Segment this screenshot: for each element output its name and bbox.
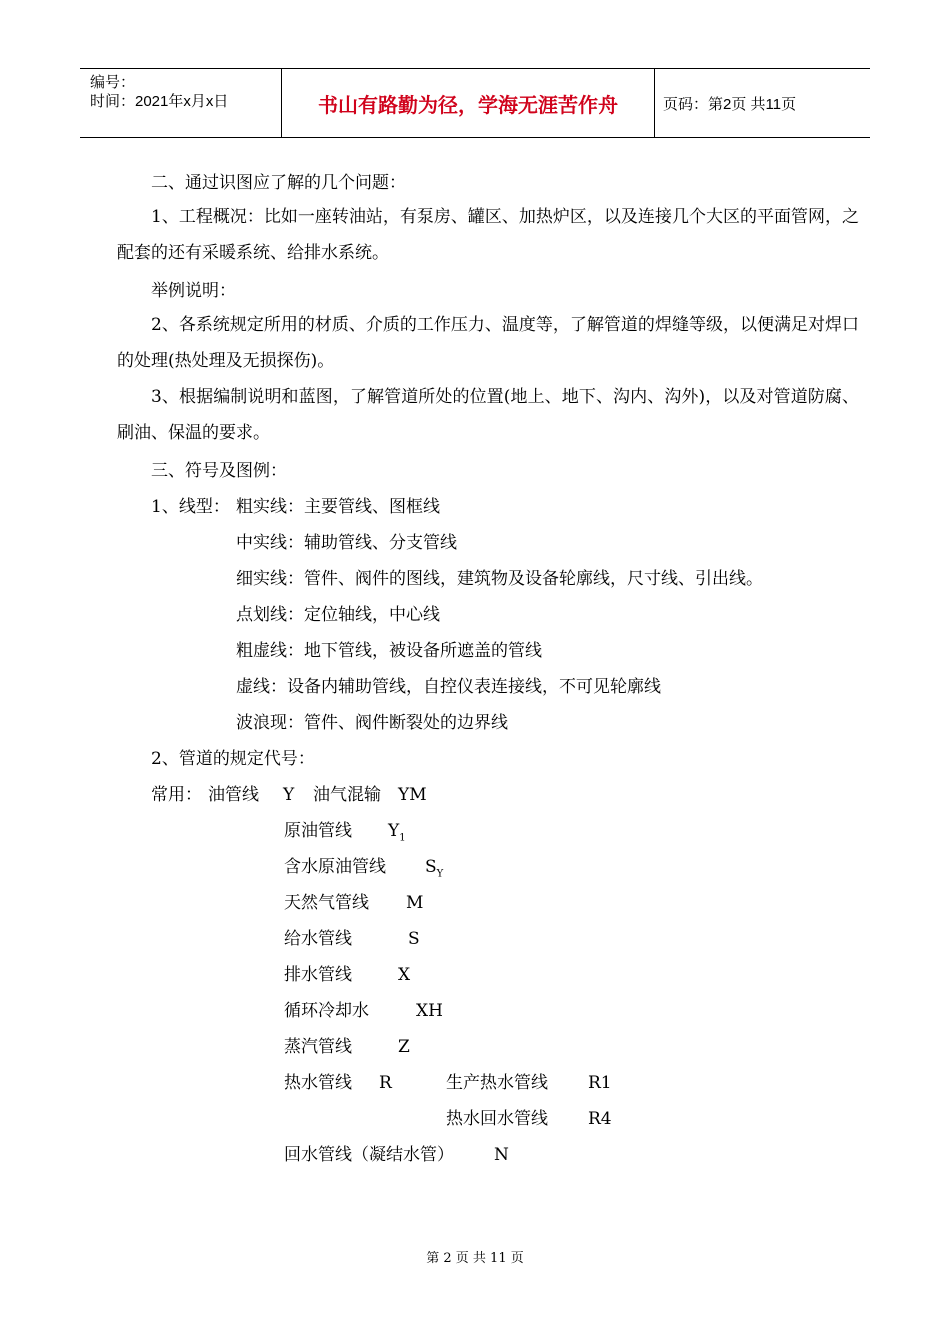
code-prod-hot: R1 [588, 1073, 612, 1093]
linetype-row [236, 712, 508, 734]
code-drain: X [398, 965, 411, 985]
code-mix: YM [398, 785, 427, 805]
paragraph-materials: 2、各系统规定所用的材质、介质的工作压力、温度等，了解管道的焊缝等级，以便满足对焊口的处理(热处理及无损探伤)。 [117, 315, 859, 371]
code-hot: R [379, 1073, 392, 1093]
section-heading-3: 三、符号及图例： [151, 461, 287, 481]
page-header [80, 68, 870, 138]
code-name-steam: 蒸汽管线 [284, 1037, 352, 1057]
code-name-cooling: 循环冷却水 [284, 1001, 369, 1021]
code-name-prod-hot: 生产热水管线 [446, 1073, 548, 1093]
linetype-desc: 地下管线，被设备所遮盖的管线 [304, 641, 542, 661]
doc-date-label: 时间：2021年x月x日 [90, 93, 229, 110]
linetype-row [236, 532, 457, 554]
linetype-row [236, 568, 763, 590]
linetype-title: 1、线型： [151, 497, 230, 517]
code-name-water-crude: 含水原油管线 [284, 857, 386, 877]
paragraph-location: 3、根据编制说明和蓝图，了解管道所处的位置(地上、地下、沟内、沟外)，以及对管道防腐、刷油、保温的要求。 [117, 387, 859, 443]
linetype-name: 细实线： [236, 569, 304, 589]
code-name-hot-return: 热水回水管线 [446, 1109, 548, 1129]
linetype-name: 中实线： [236, 533, 304, 553]
section-heading-2: 二、通过识图应了解的几个问题： [151, 173, 406, 193]
code-name-oil: 油管线 [208, 785, 259, 805]
code-cooling: XH [416, 1001, 443, 1021]
code-oil: Y [283, 785, 295, 805]
linetype-name: 波浪现： [236, 713, 304, 733]
linetype-desc: 定位轴线，中心线 [304, 605, 440, 625]
linetype-desc: 设备内辅助管线，自控仪表连接线，不可见轮廓线 [287, 677, 661, 697]
linetype-row [236, 604, 440, 626]
code-hot-return: R4 [588, 1109, 612, 1129]
code-gas: M [406, 893, 424, 913]
code-name-return: 回水管线（凝结水管） [284, 1145, 454, 1165]
codes-title: 2、管道的规定代号： [151, 749, 315, 769]
code-name-drain: 排水管线 [284, 965, 352, 985]
linetype-name: 虚线： [236, 677, 287, 697]
page-footer: 第 2 页 共 11 页 [426, 1251, 524, 1266]
header-page-label: 页码：第2页 共11页 [663, 95, 797, 113]
linetype-desc: 管件、阀件的图线，建筑物及设备轮廓线，尺寸线、引出线。 [304, 569, 763, 589]
code-crude: $Y_1$ [388, 821, 406, 844]
paragraph-project-overview: 1、工程概况：比如一座转油站，有泵房、罐区、加热炉区，以及连接几个大区的平面管网，之配套的还有采暖系统、给排水系统。 [117, 207, 859, 263]
linetype-name: 粗虚线： [236, 641, 304, 661]
linetype-desc: 辅助管线、分支管线 [304, 533, 457, 553]
linetype-name: 粗实线： [236, 497, 304, 517]
code-name-crude: 原油管线 [284, 821, 352, 841]
linetype-row [236, 640, 542, 662]
header-motto: 书山有路勤为径，学海无涯苦作舟 [282, 69, 655, 137]
linetype-name: 点划线： [236, 605, 304, 625]
code-water-crude: $S_Y$ [425, 857, 444, 880]
linetype-row [236, 496, 440, 518]
header-info [80, 69, 282, 137]
example-label: 举例说明： [151, 281, 236, 301]
code-return: N [494, 1145, 509, 1165]
code-name-hot: 热水管线 [284, 1073, 352, 1093]
linetype-row [236, 676, 661, 698]
code-name-supply: 给水管线 [284, 929, 352, 949]
code-steam: Z [398, 1037, 410, 1057]
common-label: 常用： [151, 785, 202, 805]
doc-number-label: 编号： [90, 74, 136, 91]
linetype-desc: 主要管线、图框线 [304, 497, 440, 517]
code-supply: S [408, 929, 420, 949]
code-name-gas: 天然气管线 [284, 893, 369, 913]
code-name-mix: 油气混输 [313, 785, 381, 805]
linetype-desc: 管件、阀件断裂处的边界线 [304, 713, 508, 733]
